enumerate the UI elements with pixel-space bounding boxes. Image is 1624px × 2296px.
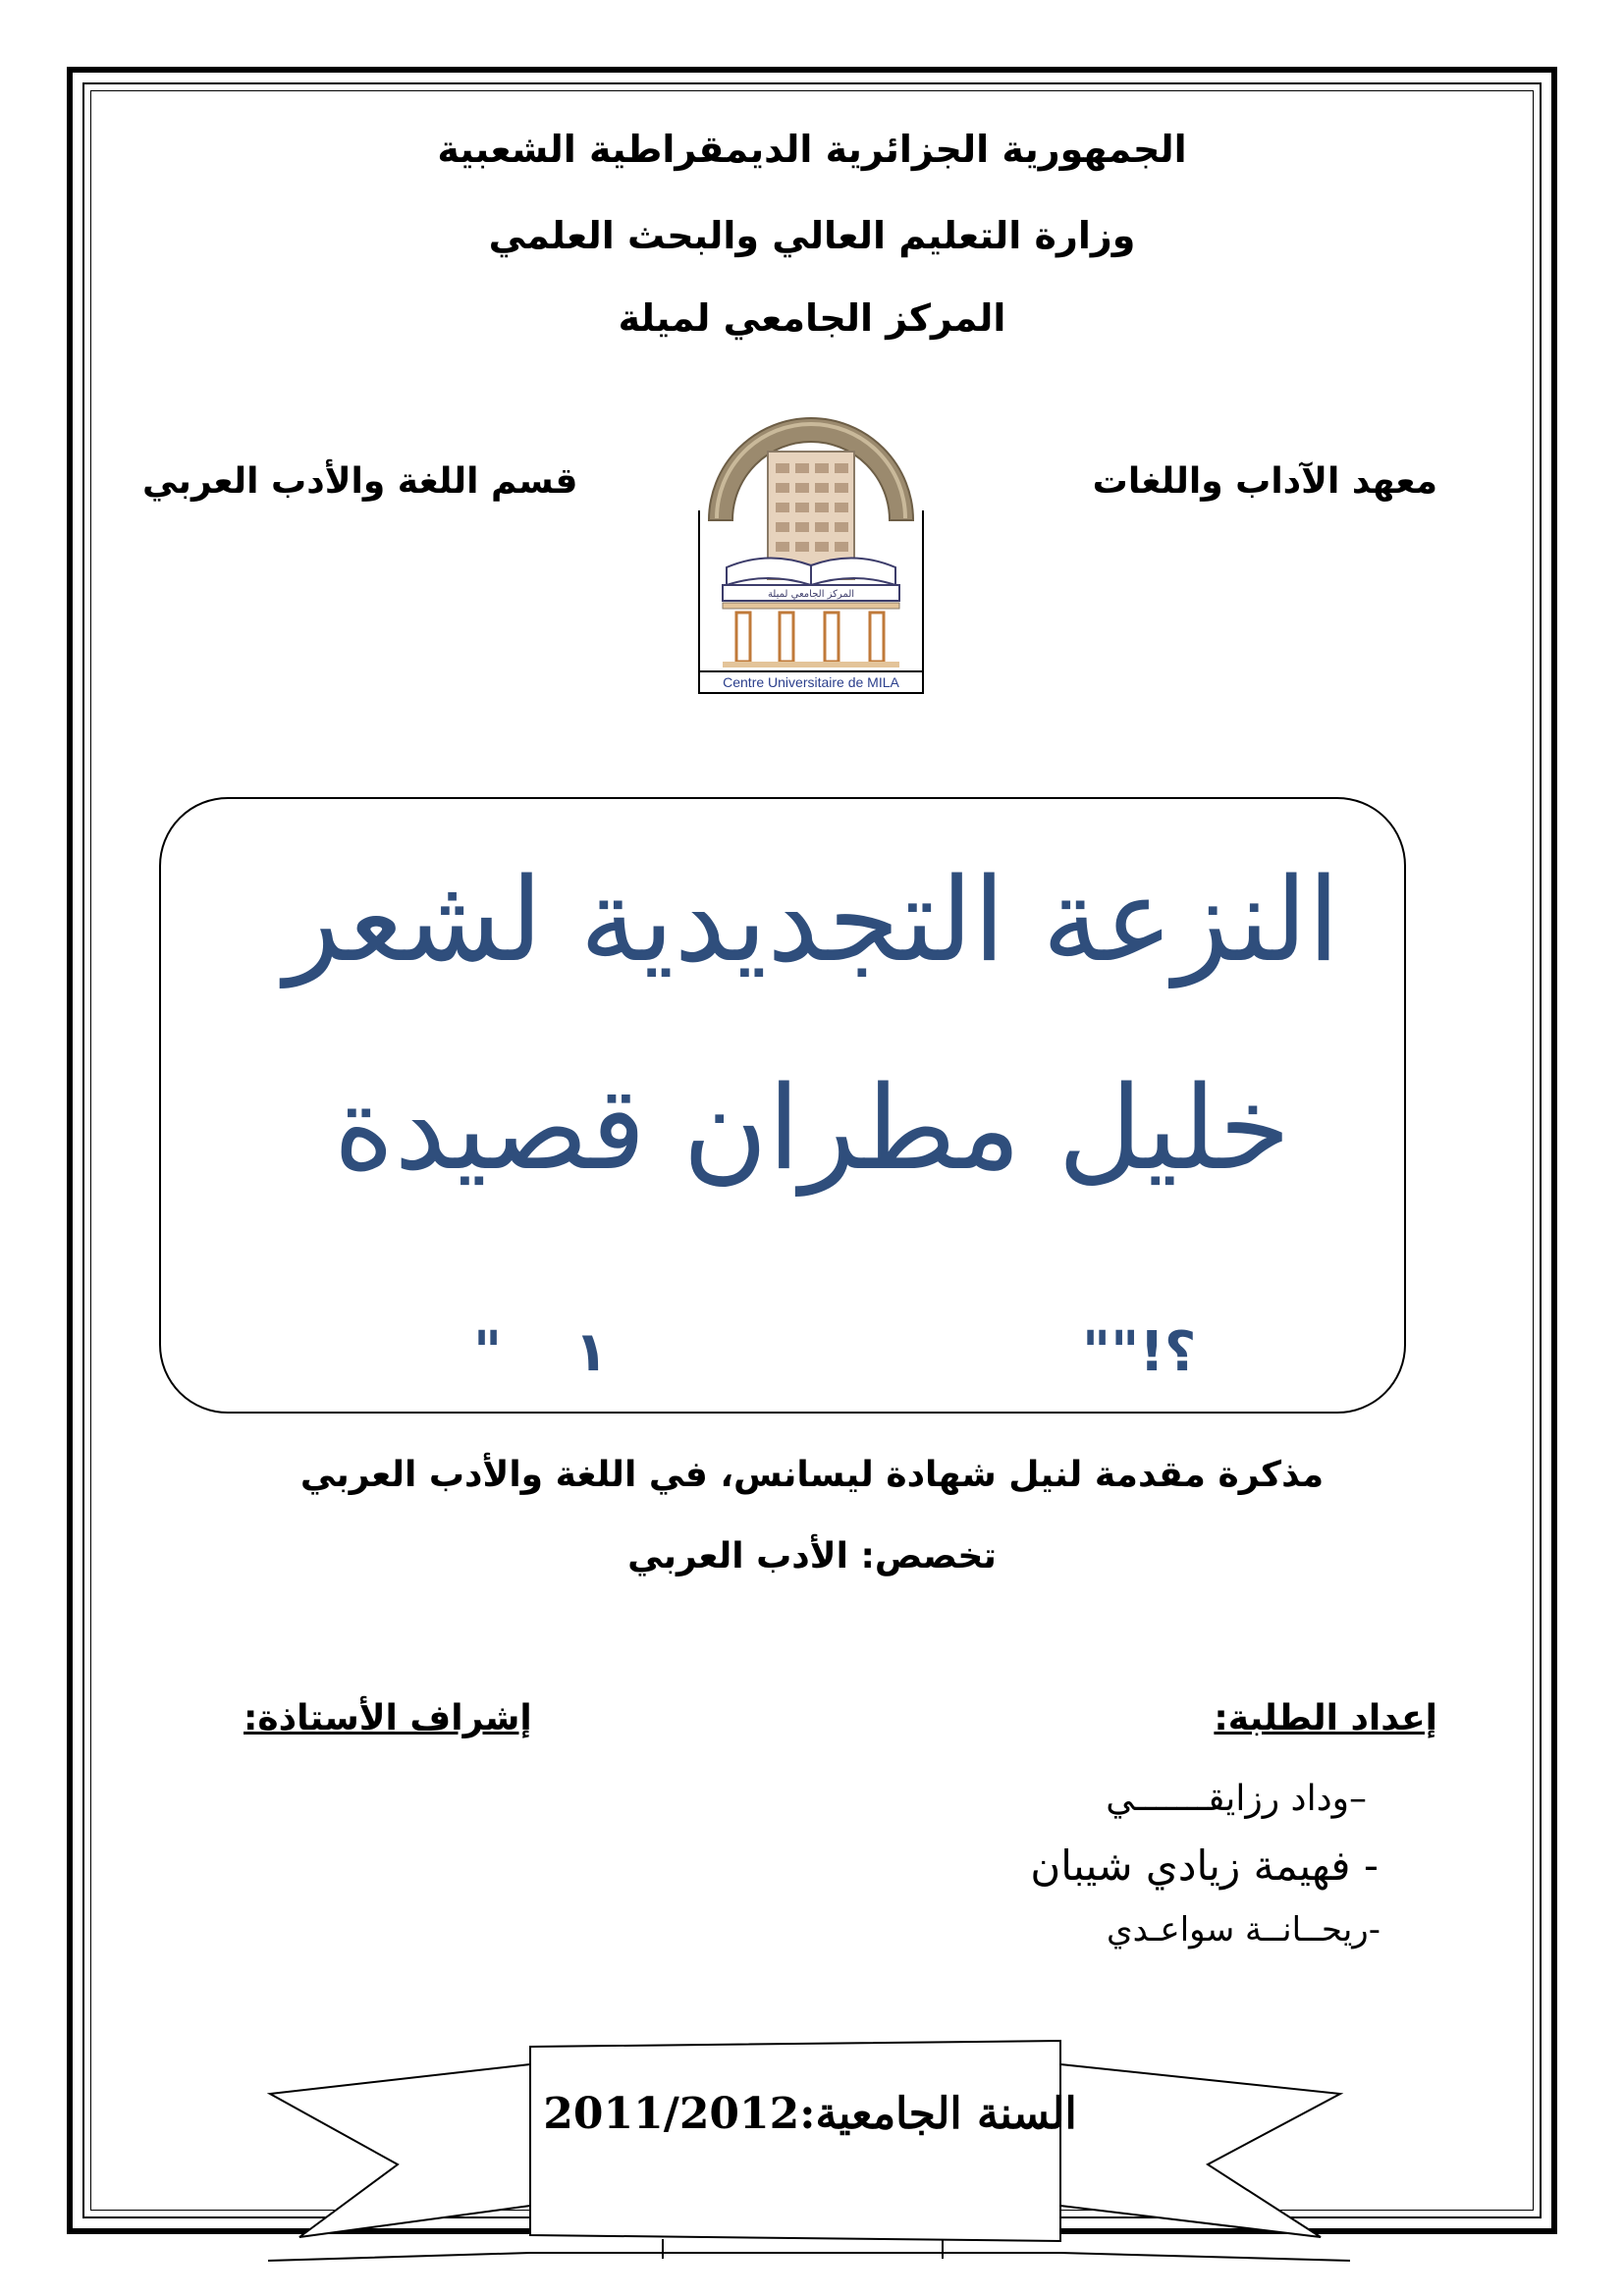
title-quote-mark-end: " [473,1320,503,1384]
thesis-title-line-2: خليل مطران قصيدة [333,1060,1291,1196]
title-quote-mark: ""!؟ [1082,1320,1197,1384]
student-name: –وداد رزايقـــــــي [1106,1779,1367,1819]
student-name: - فهيمة زيادي شيبان [1030,1842,1379,1890]
republic-heading: الجمهورية الجزائرية الديمقراطية الشعبية [437,128,1187,171]
institute-label: معهد الآداب واللغات [1092,461,1437,502]
student-name: -ريحــانــة سواعـدي [1106,1910,1380,1949]
supervised-by-label: إشراف الأستاذة: [244,1698,532,1738]
title-number-mark: ١ [574,1320,609,1384]
specialization: تخصص: الأدب العربي [627,1536,997,1576]
department-label: قسم اللغة والأدب العربي [142,461,578,502]
thesis-description: مذكرة مقدمة لنيل شهادة ليسانس، في اللغة والأدب العربي [299,1455,1325,1495]
thesis-title-line-1: النزعة التجديدية لشعر [284,852,1340,988]
ministry-heading: وزارة التعليم العالي والبحث العلمي [488,214,1136,257]
center-heading: المركز الجامعي لميلة [618,296,1006,340]
university-logo [697,393,925,697]
prepared-by-label: إعداد الطلبة: [1214,1698,1437,1738]
year-ribbon-banner [260,2027,1360,2263]
academic-year: السنة الجامعية:2011/2012 [543,2089,1077,2139]
logo-latin-text: Centre Universitaire de MILA [723,674,899,690]
logo-arabic-text: المركز الجامعي لميلة [767,589,855,600]
